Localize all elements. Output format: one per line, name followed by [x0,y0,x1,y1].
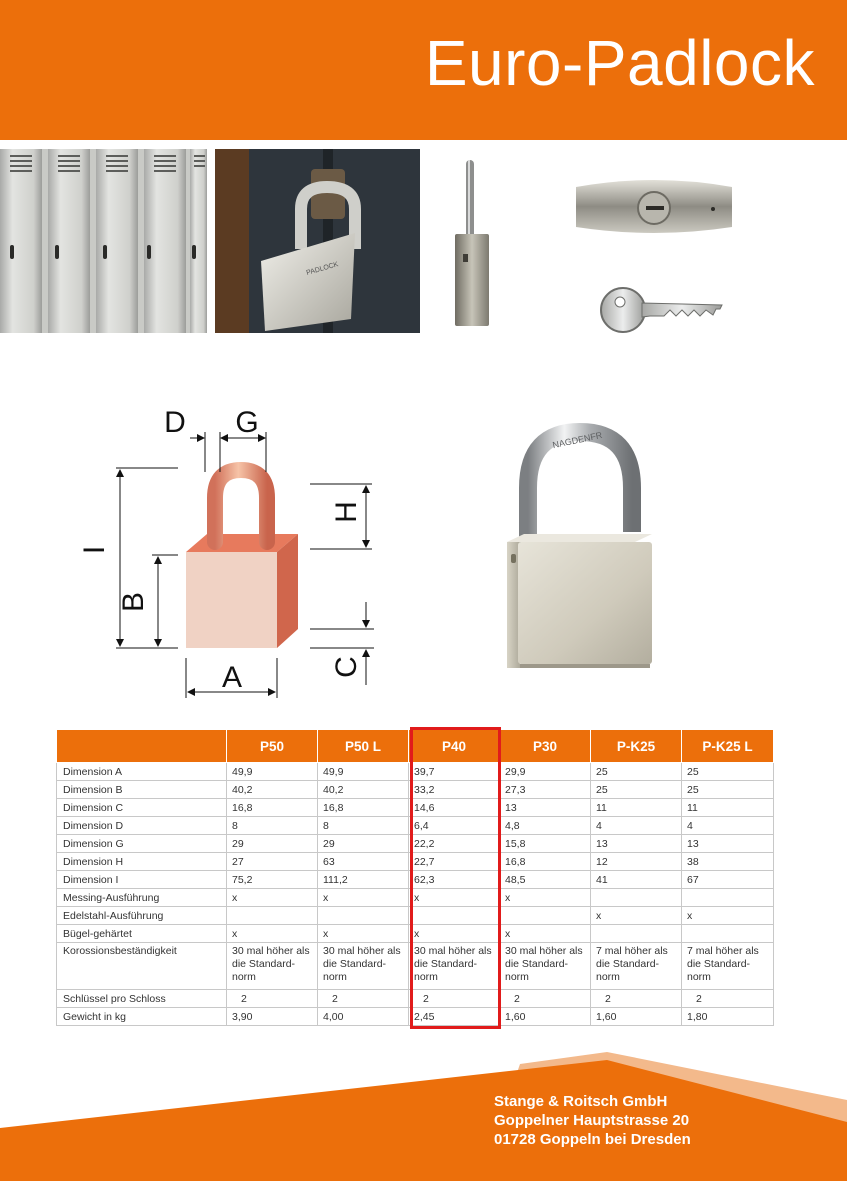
row-label: Edelstahl-Ausführung [57,907,227,925]
table-cell: 25 [682,781,774,799]
label-g: G [235,406,259,439]
table-cell: 4,00 [318,1008,409,1026]
table-cell: 14,6 [409,799,500,817]
label-a: A [221,661,243,694]
table-cell: 30 mal höher als die Standard-norm [227,943,318,990]
table-cell: 4,8 [500,817,591,835]
table-cell: 25 [682,763,774,781]
table-cell: x [227,889,318,907]
company-name: Stange & Roitsch GmbH [494,1093,668,1110]
header-empty [57,730,227,763]
label-c: C [330,656,363,678]
lock-bottom-and-key-photo [570,175,740,345]
table-cell: 30 mal höher als die Standard-norm [318,943,409,990]
table-cell: 30 mal höher als die Standard-norm [409,943,500,990]
table-cell: x [500,889,591,907]
table-cell: 13 [500,799,591,817]
table-cell: 2 [682,990,774,1008]
company-city: 01728 Goppeln bei Dresden [494,1131,691,1148]
table-cell: 25 [591,763,682,781]
table-cell [318,907,409,925]
table-cell: 67 [682,871,774,889]
table-cell: 63 [318,853,409,871]
table-cell: 49,9 [318,763,409,781]
table-cell: 2 [227,990,318,1008]
column-header: P-K25 [591,730,682,763]
table-cell: x [318,925,409,943]
row-label: Dimension G [57,835,227,853]
highlight-column-frame [410,727,501,1029]
label-h: H [330,501,363,523]
table-cell: 49,9 [227,763,318,781]
table-cell: 22,7 [409,853,500,871]
row-label: Korossionsbeständigkeit [57,943,227,990]
table-cell: 16,8 [227,799,318,817]
column-header: P-K25 L [682,730,774,763]
dimension-diagram [0,360,440,710]
table-cell: 33,2 [409,781,500,799]
padlock-product-image [480,410,680,680]
table-cell: 16,8 [318,799,409,817]
lockers-photo [0,149,207,333]
table-cell: 3,90 [227,1008,318,1026]
row-label: Gewicht in kg [57,1008,227,1026]
column-header: P50 L [318,730,409,763]
svg-text:PADLOCK: PADLOCK [305,261,340,277]
row-label: Dimension D [57,817,227,835]
table-cell: 48,5 [500,871,591,889]
table-cell: 2,45 [409,1008,500,1026]
table-cell: 30 mal höher als die Standard-norm [500,943,591,990]
table-cell: 11 [682,799,774,817]
table-cell: 1,80 [682,1008,774,1026]
table-cell: 75,2 [227,871,318,889]
label-b: B [117,591,150,613]
table-cell: 12 [591,853,682,871]
table-cell: 7 mal höher als die Standard-norm [682,943,774,990]
column-header: P30 [500,730,591,763]
table-cell [682,925,774,943]
table-cell: 111,2 [318,871,409,889]
table-cell: 4 [682,817,774,835]
table-cell: 2 [591,990,682,1008]
label-d: D [164,406,186,439]
padlock-side-photo [445,152,505,332]
table-cell [500,907,591,925]
table-cell: 1,60 [591,1008,682,1026]
table-cell: 2 [318,990,409,1008]
padlock-door-photo [215,149,420,333]
table-cell: 41 [591,871,682,889]
table-cell: 29 [227,835,318,853]
company-street: Goppelner Hauptstrasse 20 [494,1112,690,1129]
row-label: Messing-Ausführung [57,889,227,907]
table-cell: 15,8 [500,835,591,853]
row-label: Bügel-gehärtet [57,925,227,943]
table-cell: 29 [318,835,409,853]
row-label: Dimension C [57,799,227,817]
table-cell: 2 [409,990,500,1008]
table-cell: 2 [500,990,591,1008]
table-cell [591,889,682,907]
padlock-engraving: NAGDENFR [551,429,604,451]
table-cell: 38 [682,853,774,871]
table-cell: 13 [591,835,682,853]
row-label: Dimension I [57,871,227,889]
table-cell: 62,3 [409,871,500,889]
table-cell: x [227,925,318,943]
row-label: Dimension H [57,853,227,871]
table-cell: 16,8 [500,853,591,871]
table-cell: 25 [591,781,682,799]
table-cell [682,889,774,907]
table-cell: 6,4 [409,817,500,835]
table-cell [591,925,682,943]
table-cell: 27,3 [500,781,591,799]
header-banner [0,0,847,140]
table-cell: 4 [591,817,682,835]
table-cell: 13 [682,835,774,853]
table-cell: 7 mal höher als die Standard-norm [591,943,682,990]
table-cell: x [682,907,774,925]
table-cell: 29,9 [500,763,591,781]
column-header: P40 [409,730,500,763]
table-cell: 11 [591,799,682,817]
table-cell: x [318,889,409,907]
row-label: Dimension B [57,781,227,799]
table-cell: x [409,925,500,943]
label-i: I [78,545,111,555]
table-cell: 8 [227,817,318,835]
table-cell: 22,2 [409,835,500,853]
table-cell: 8 [318,817,409,835]
table-cell: x [591,907,682,925]
row-label: Dimension A [57,763,227,781]
table-cell [227,907,318,925]
page-title: Euro-Padlock [424,27,815,99]
table-cell: x [500,925,591,943]
column-header: P50 [227,730,318,763]
table-cell: 40,2 [227,781,318,799]
table-cell: 1,60 [500,1008,591,1026]
company-address [494,1092,691,1149]
row-label: Schlüssel pro Schloss [57,990,227,1008]
footer-banner [0,1040,847,1181]
table-cell: 27 [227,853,318,871]
table-cell: 40,2 [318,781,409,799]
table-cell: x [409,889,500,907]
table-cell: 39,7 [409,763,500,781]
